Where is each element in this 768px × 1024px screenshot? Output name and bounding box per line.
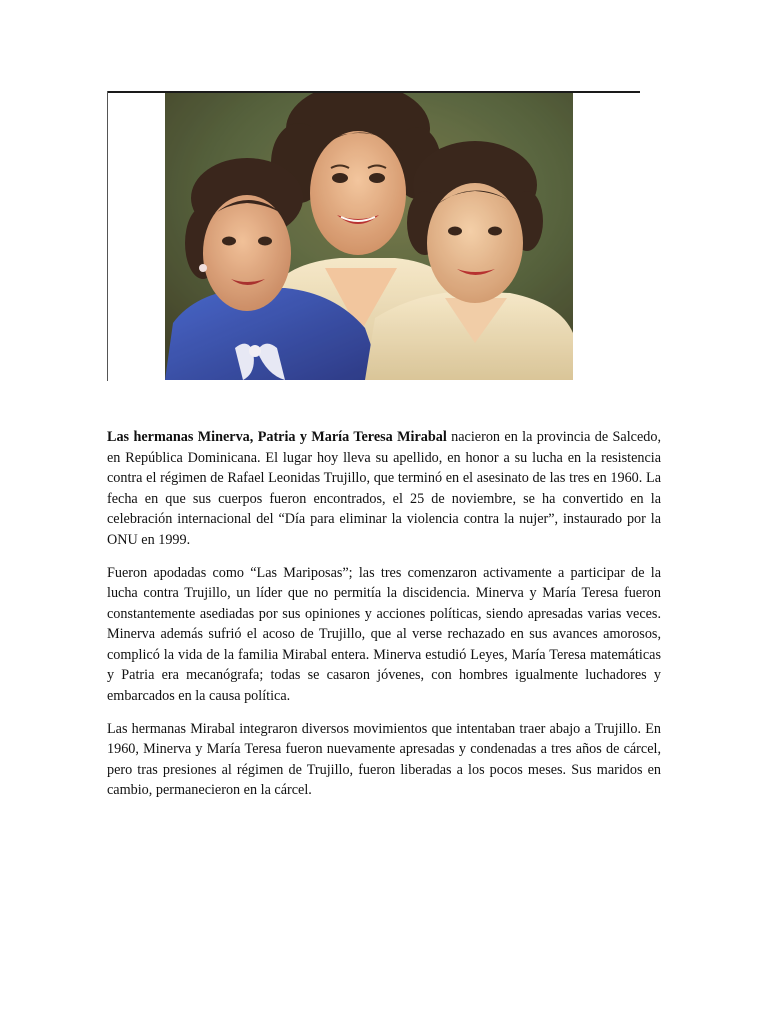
photo-frame [107,91,640,381]
article-body [107,427,661,813]
paragraph-3: Las hermanas Mirabal integraron diversos movimientos que intentaban traer abajo a Trujillo. En 1960, Minerva y María Teresa fueron nuevamente apresadas y condenadas a tres años de cárcel, pero tras presiones al régimen de Trujillo, fueron liberadas a los pocos meses. Sus maridos en cambio, permanecieron en la cárcel. [107,720,661,798]
paragraph-1-bold-lead: Las hermanas Minerva, Patria y María Teresa Mirabal [107,429,447,445]
paragraph-2: Fueron apodadas como “Las Mariposas”; las tres comenzaron activamente a participar de la lucha contra Trujillo, un líder que no permitía la discidencia. Minerva y María Teresa fueron constantemente asediadas por sus opiniones y acciones políticas, siendo apresadas varias veces. Minerva además sufrió el acoso de Trujillo, que al verse rechazado en sus avances amorosos, complicó la vida de la familia Mirabal entera. Minerva estudió Leyes, María Teresa matemáticas y Patria era mecanógrafa; todas se casaron jóvenes, con hombres igualmente luchadores y embarcados en la causa política. [107,564,661,704]
mirabal-sisters-portrait-image [165,93,573,380]
paragraph-1-text: nacieron en la provincia de Salcedo, en República Dominicana. El lugar hoy lleva su apellido, en honor a su lucha en la resistencia contra el régimen de Rafael Leonidas Trujillo, que terminó en el asesinato de las tres en 1960. La fecha en que sus cuerpos fueron encontrados, el 25 de noviembre, se ha convertido en la celebración internacional del “Día para eliminar la violencia contra la nujer”, instaurado por la ONU en 1999. [107,429,661,548]
paragraph-1 [107,427,661,550]
mirabal-sisters-photo [165,93,573,380]
frame-left-rule [107,91,108,381]
